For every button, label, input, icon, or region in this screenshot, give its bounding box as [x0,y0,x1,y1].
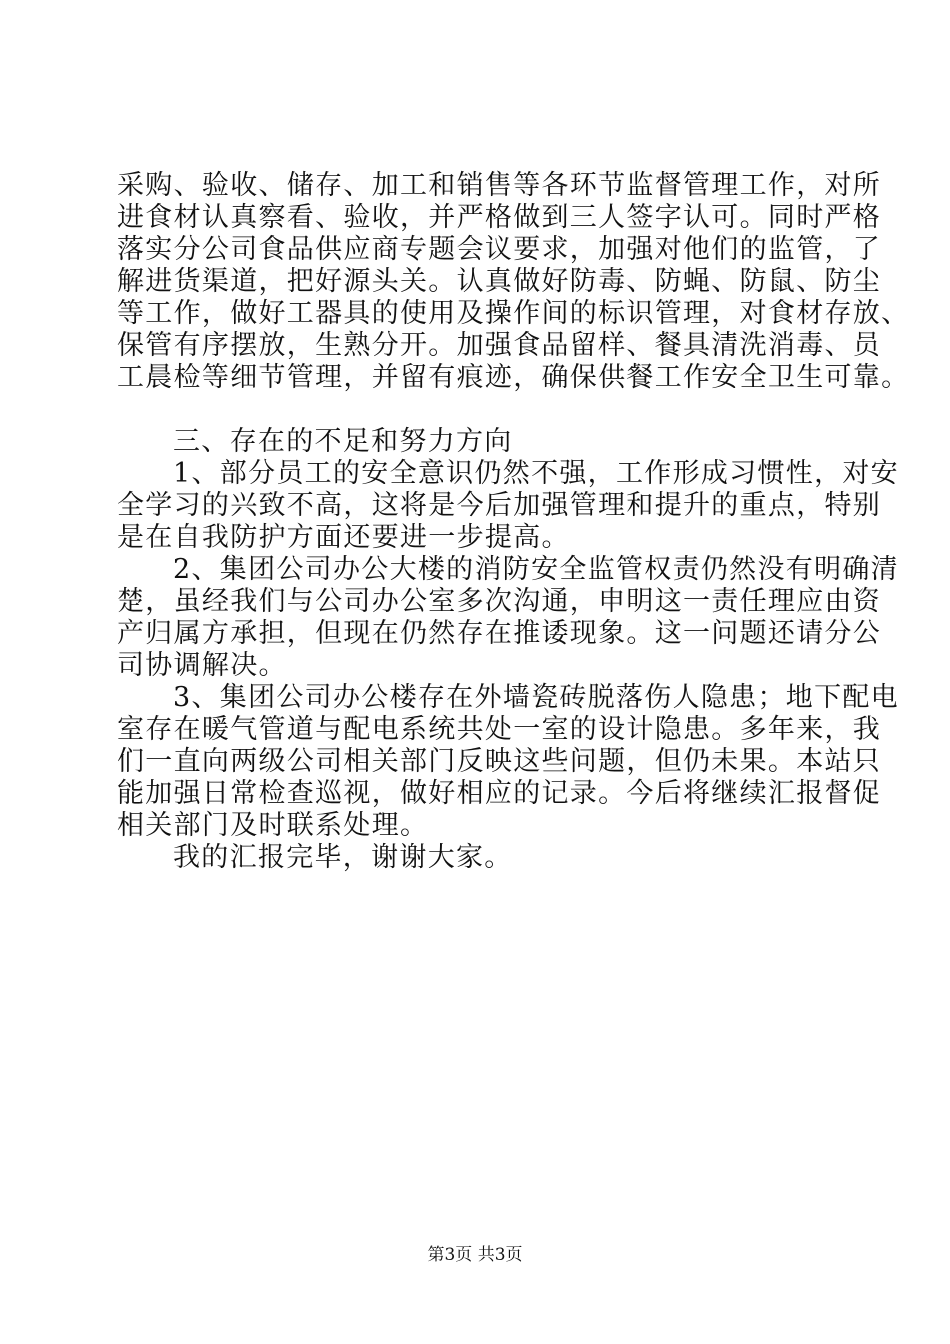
paragraph-line: 落实分公司食品供应商专题会议要求，加强对他们的监管，了 [117,234,882,265]
paragraph-line: 工晨检等细节管理，并留有痕迹，确保供餐工作安全卫生可靠。 [117,362,910,393]
paragraph-line: 解进货渠道，把好源头关。认真做好防毒、防蝇、防鼠、防尘 [117,266,882,297]
paragraph-line: 采购、验收、储存、加工和销售等各环节监督管理工作，对所 [117,170,882,201]
paragraph-line: 等工作，做好工器具的使用及操作间的标识管理，对食材存放、 [117,298,910,329]
section-heading: 三、存在的不足和努力方向 [173,426,513,457]
list-item-line: 全学习的兴致不高，这将是今后加强管理和提升的重点，特别 [117,490,882,521]
list-item-line: 产归属方承担，但现在仍然存在推诿现象。这一问题还请分公 [117,618,882,649]
list-item-line: 相关部门及时联系处理。 [117,810,429,841]
list-item-line: 2、集团公司办公大楼的消防安全监管权责仍然没有明确清 [173,554,899,585]
list-item-line: 们一直向两级公司相关部门反映这些问题，但仍未果。本站只 [117,746,882,777]
list-item-line: 司协调解决。 [117,650,287,681]
list-item-line: 1、部分员工的安全意识仍然不强，工作形成习惯性，对安 [173,458,899,489]
list-item-line: 能加强日常检查巡视，做好相应的记录。今后将继续汇报督促 [117,778,882,809]
list-item-line: 3、集团公司办公楼存在外墙瓷砖脱落伤人隐患；地下配电 [173,682,899,713]
document-body [117,170,910,874]
list-item-line: 室存在暖气管道与配电系统共处一室的设计隐患。多年来，我 [117,714,882,745]
list-item-line: 楚，虽经我们与公司办公室多次沟通，申明这一责任理应由资 [117,586,882,617]
list-item-line: 是在自我防护方面还要进一步提高。 [117,522,570,553]
page-number-footer: 第3页 共3页 [427,1245,523,1265]
paragraph-line: 保管有序摆放，生熟分开。加强食品留样、餐具清洗消毒、员 [117,330,882,361]
paragraph-line: 进食材认真察看、验收，并严格做到三人签字认可。同时严格 [117,202,882,233]
closing-line: 我的汇报完毕，谢谢大家。 [173,842,513,873]
paragraph-spacer [117,394,857,426]
